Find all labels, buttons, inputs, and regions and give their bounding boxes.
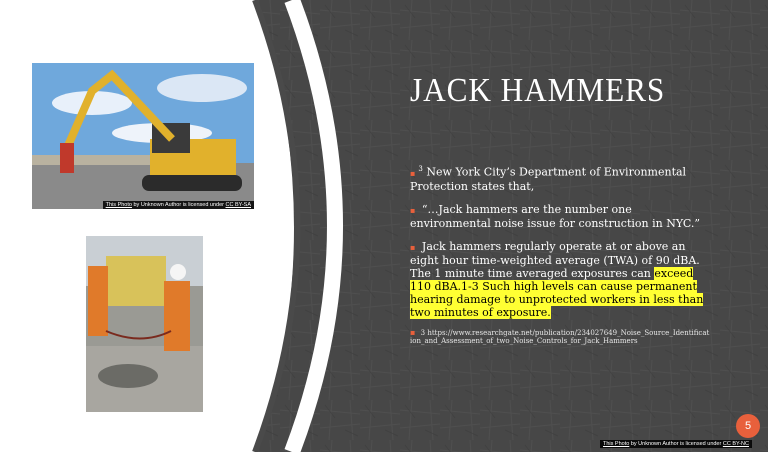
page-number-badge: 5 — [736, 414, 760, 438]
background-credit-link[interactable]: This Photo — [603, 441, 630, 447]
background-image-credit: This Photo by Unknown Author is licensed under CC BY-NC — [600, 440, 752, 448]
background-license-link[interactable]: CC BY-NC — [722, 441, 749, 447]
image-license-link[interactable]: CC BY-SA — [225, 202, 251, 208]
image-credit-link[interactable]: This Photo — [105, 202, 132, 208]
bullet-marker-icon: ▪ — [410, 168, 416, 178]
bullet-item: ▪ $^3$ New York City’s Department of Environmental Protection states that, — [410, 165, 687, 193]
bullet-list — [410, 163, 710, 355]
bullet-marker-icon: ▪ — [410, 205, 416, 215]
bullet-item-reference: ▪ 3 https://www.researchgate.net/publication/234027649_Noise_Source_Identification_and_Assessment_of_two_Noise_Controls_for_Jack_Hammers — [410, 327, 710, 345]
workers-image — [86, 236, 203, 412]
bullet-item: ▪ “…Jack hammers are the number one environmental noise issue for construction in NYC.” — [410, 202, 701, 230]
highlighted-text: exceed 110 dBA.1-3 Such high levels can cause permanent hearing damage to unprotected workers in less than two minutes of exposure. — [410, 266, 704, 319]
excavator-image — [32, 63, 254, 209]
image-credit: This Photo by Unknown Author is licensed under CC BY-SA — [103, 201, 254, 209]
bullet-marker-icon: ▪ — [410, 327, 416, 337]
slide-title: JACK HAMMERS — [410, 72, 666, 109]
bullet-marker-icon: ▪ — [410, 242, 416, 252]
bullet-item: ▪ Jack hammers regularly operate at or above an eight hour time-weighted average (TWA) of 90 dBA. The 1 minute time averaged exposures can exceed 110 dBA.1-3 Such high levels can cause permanent hearing damage to unprotected workers in less than two minutes of exposure. — [410, 239, 704, 319]
